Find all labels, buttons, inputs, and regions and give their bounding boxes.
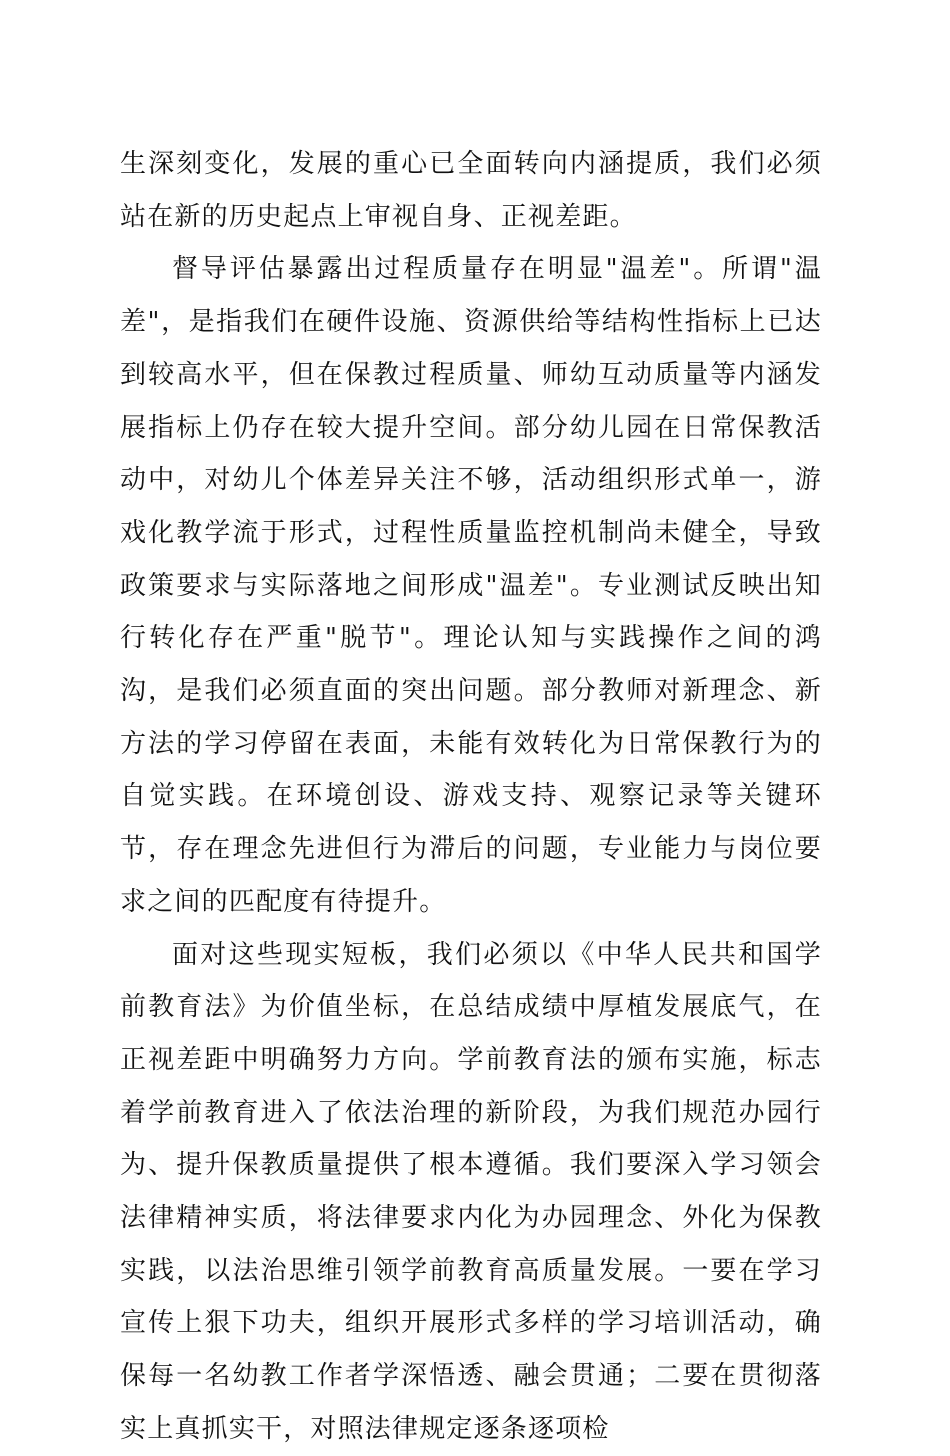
paragraph-continuation: 生深刻变化，发展的重心已全面转向内涵提质，我们必须站在新的历史起点上审视自身、正视差距。	[120, 149, 822, 232]
paragraph-preschool-law: 面对这些现实短板，我们必须以《中华人民共和国学前教育法》为价值坐标，在总结成绩中厚植发展底气，在正视差距中明确努力方向。学前教育法的颁布实施，标志着学前教育进入了依法治理的新阶段，为我们规范办园行为、提升保教质量提供了根本遵循。我们要深入学习领会法律精神实质，将法律要求内化为办园理念、外化为保教实践，以法治思维引领学前教育高质量发展。一要在学习宣传上狠下功夫，组织开展形式多样的学习培训活动，确保每一名幼教工作者学深悟透、融会贯通；二要在贯彻落实上真抓实干，对照法律规定逐条逐项检	[120, 939, 822, 1444]
paragraph-supervision-gaps: 督导评估暴露出过程质量存在明显"温差"。所谓"温差"，是指我们在硬件设施、资源供给等结构性指标上已达到较高水平，但在保教过程质量、师幼互动质量等内涵发展指标上仍存在较大提升空间。部分幼儿园在日常保教活动中，对幼儿个体差异关注不够，活动组织形式单一，游戏化教学流于形式，过程性质量监控机制尚未健全，导致政策要求与实际落地之间形成"温差"。专业测试反映出知行转化存在严重"脱节"。理论认知与实践操作之间的鸿沟，是我们必须直面的突出问题。部分教师对新理念、新方法的学习停留在表面，未能有效转化为日常保教行为的自觉实践。在环境创设、游戏支持、观察记录等关键环节，存在理念先进但行为滞后的问题，专业能力与岗位要求之间的匹配度有待提升。	[120, 254, 822, 917]
document-body	[120, 138, 822, 1456]
